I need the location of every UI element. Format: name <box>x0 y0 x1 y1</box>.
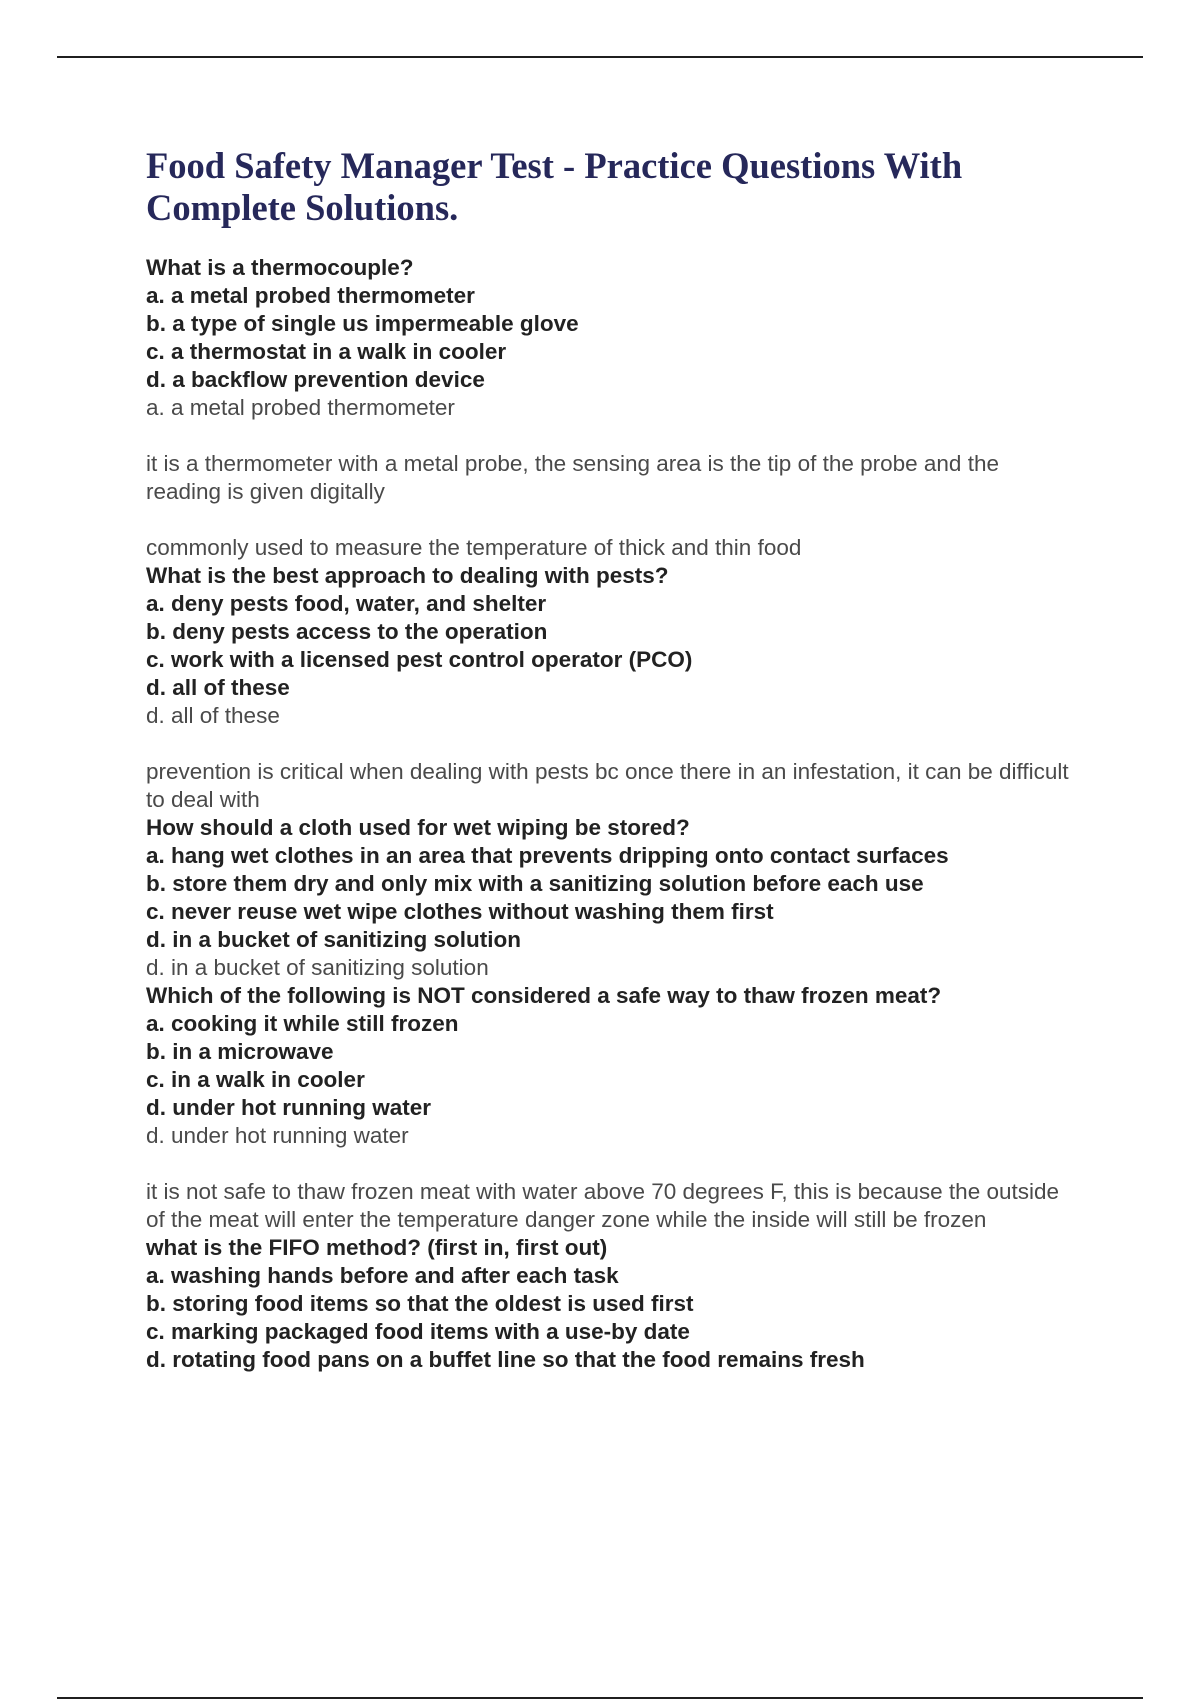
option-d: d. rotating food pans on a buffet line so that the food remains fresh <box>146 1347 865 1372</box>
question-block <box>146 562 1076 814</box>
option-c: c. work with a licensed pest control operator (PCO) <box>146 647 693 672</box>
answer-text: d. under hot running water <box>146 1123 409 1148</box>
explanation-text: it is a thermometer with a metal probe, the sensing area is the tip of the probe and the reading is given digitally <box>146 451 999 504</box>
option-d: d. under hot running water <box>146 1095 431 1120</box>
option-d: d. in a bucket of sanitizing solution <box>146 927 522 952</box>
question-block <box>146 254 1076 562</box>
question-text: Which of the following is NOT considered a safe way to thaw frozen meat? <box>146 983 942 1008</box>
option-c: c. a thermostat in a walk in cooler <box>146 339 507 364</box>
option-b: b. store them dry and only mix with a sanitizing solution before each use <box>146 871 924 896</box>
question-block <box>146 814 1076 982</box>
answer-text: a. a metal probed thermometer <box>146 395 455 420</box>
question-text: What is the best approach to dealing with pests? <box>146 563 669 588</box>
answer-text: d. in a bucket of sanitizing solution <box>146 955 489 980</box>
question-text: what is the FIFO method? (first in, first out) <box>146 1235 608 1260</box>
explanation-text: commonly used to measure the temperature of thick and thin food <box>146 535 802 560</box>
option-c: c. never reuse wet wipe clothes without washing them first <box>146 899 774 924</box>
option-c: c. in a walk in cooler <box>146 1067 365 1092</box>
answer-text: d. all of these <box>146 703 280 728</box>
option-b: b. in a microwave <box>146 1039 334 1064</box>
option-d: d. a backflow prevention device <box>146 367 485 392</box>
option-a: a. hang wet clothes in an area that prevents dripping onto contact surfaces <box>146 843 949 868</box>
question-block <box>146 1234 1076 1374</box>
option-a: a. washing hands before and after each task <box>146 1263 619 1288</box>
question-text: How should a cloth used for wet wiping be stored? <box>146 815 690 840</box>
question-block <box>146 982 1076 1234</box>
option-d: d. all of these <box>146 675 290 700</box>
option-b: b. deny pests access to the operation <box>146 619 548 644</box>
option-a: a. cooking it while still frozen <box>146 1011 459 1036</box>
option-a: a. a metal probed thermometer <box>146 283 475 308</box>
document-title: Food Safety Manager Test - Practice Questions With Complete Solutions. <box>146 145 963 228</box>
option-c: c. marking packaged food items with a use-by date <box>146 1319 690 1344</box>
bottom-rule <box>57 1697 1143 1699</box>
explanation-text: it is not safe to thaw frozen meat with water above 70 degrees F, this is because the outside of the meat will enter the temperature danger zone while the inside will still be frozen <box>146 1179 1060 1232</box>
option-b: b. a type of single us impermeable glove <box>146 311 579 336</box>
top-rule <box>57 56 1143 58</box>
document-page <box>146 145 1076 1374</box>
question-text: What is a thermocouple? <box>146 255 414 280</box>
option-b: b. storing food items so that the oldest is used first <box>146 1291 694 1316</box>
option-a: a. deny pests food, water, and shelter <box>146 591 547 616</box>
explanation-text: prevention is critical when dealing with pests bc once there in an infestation, it can be difficult to deal with <box>146 759 1069 812</box>
